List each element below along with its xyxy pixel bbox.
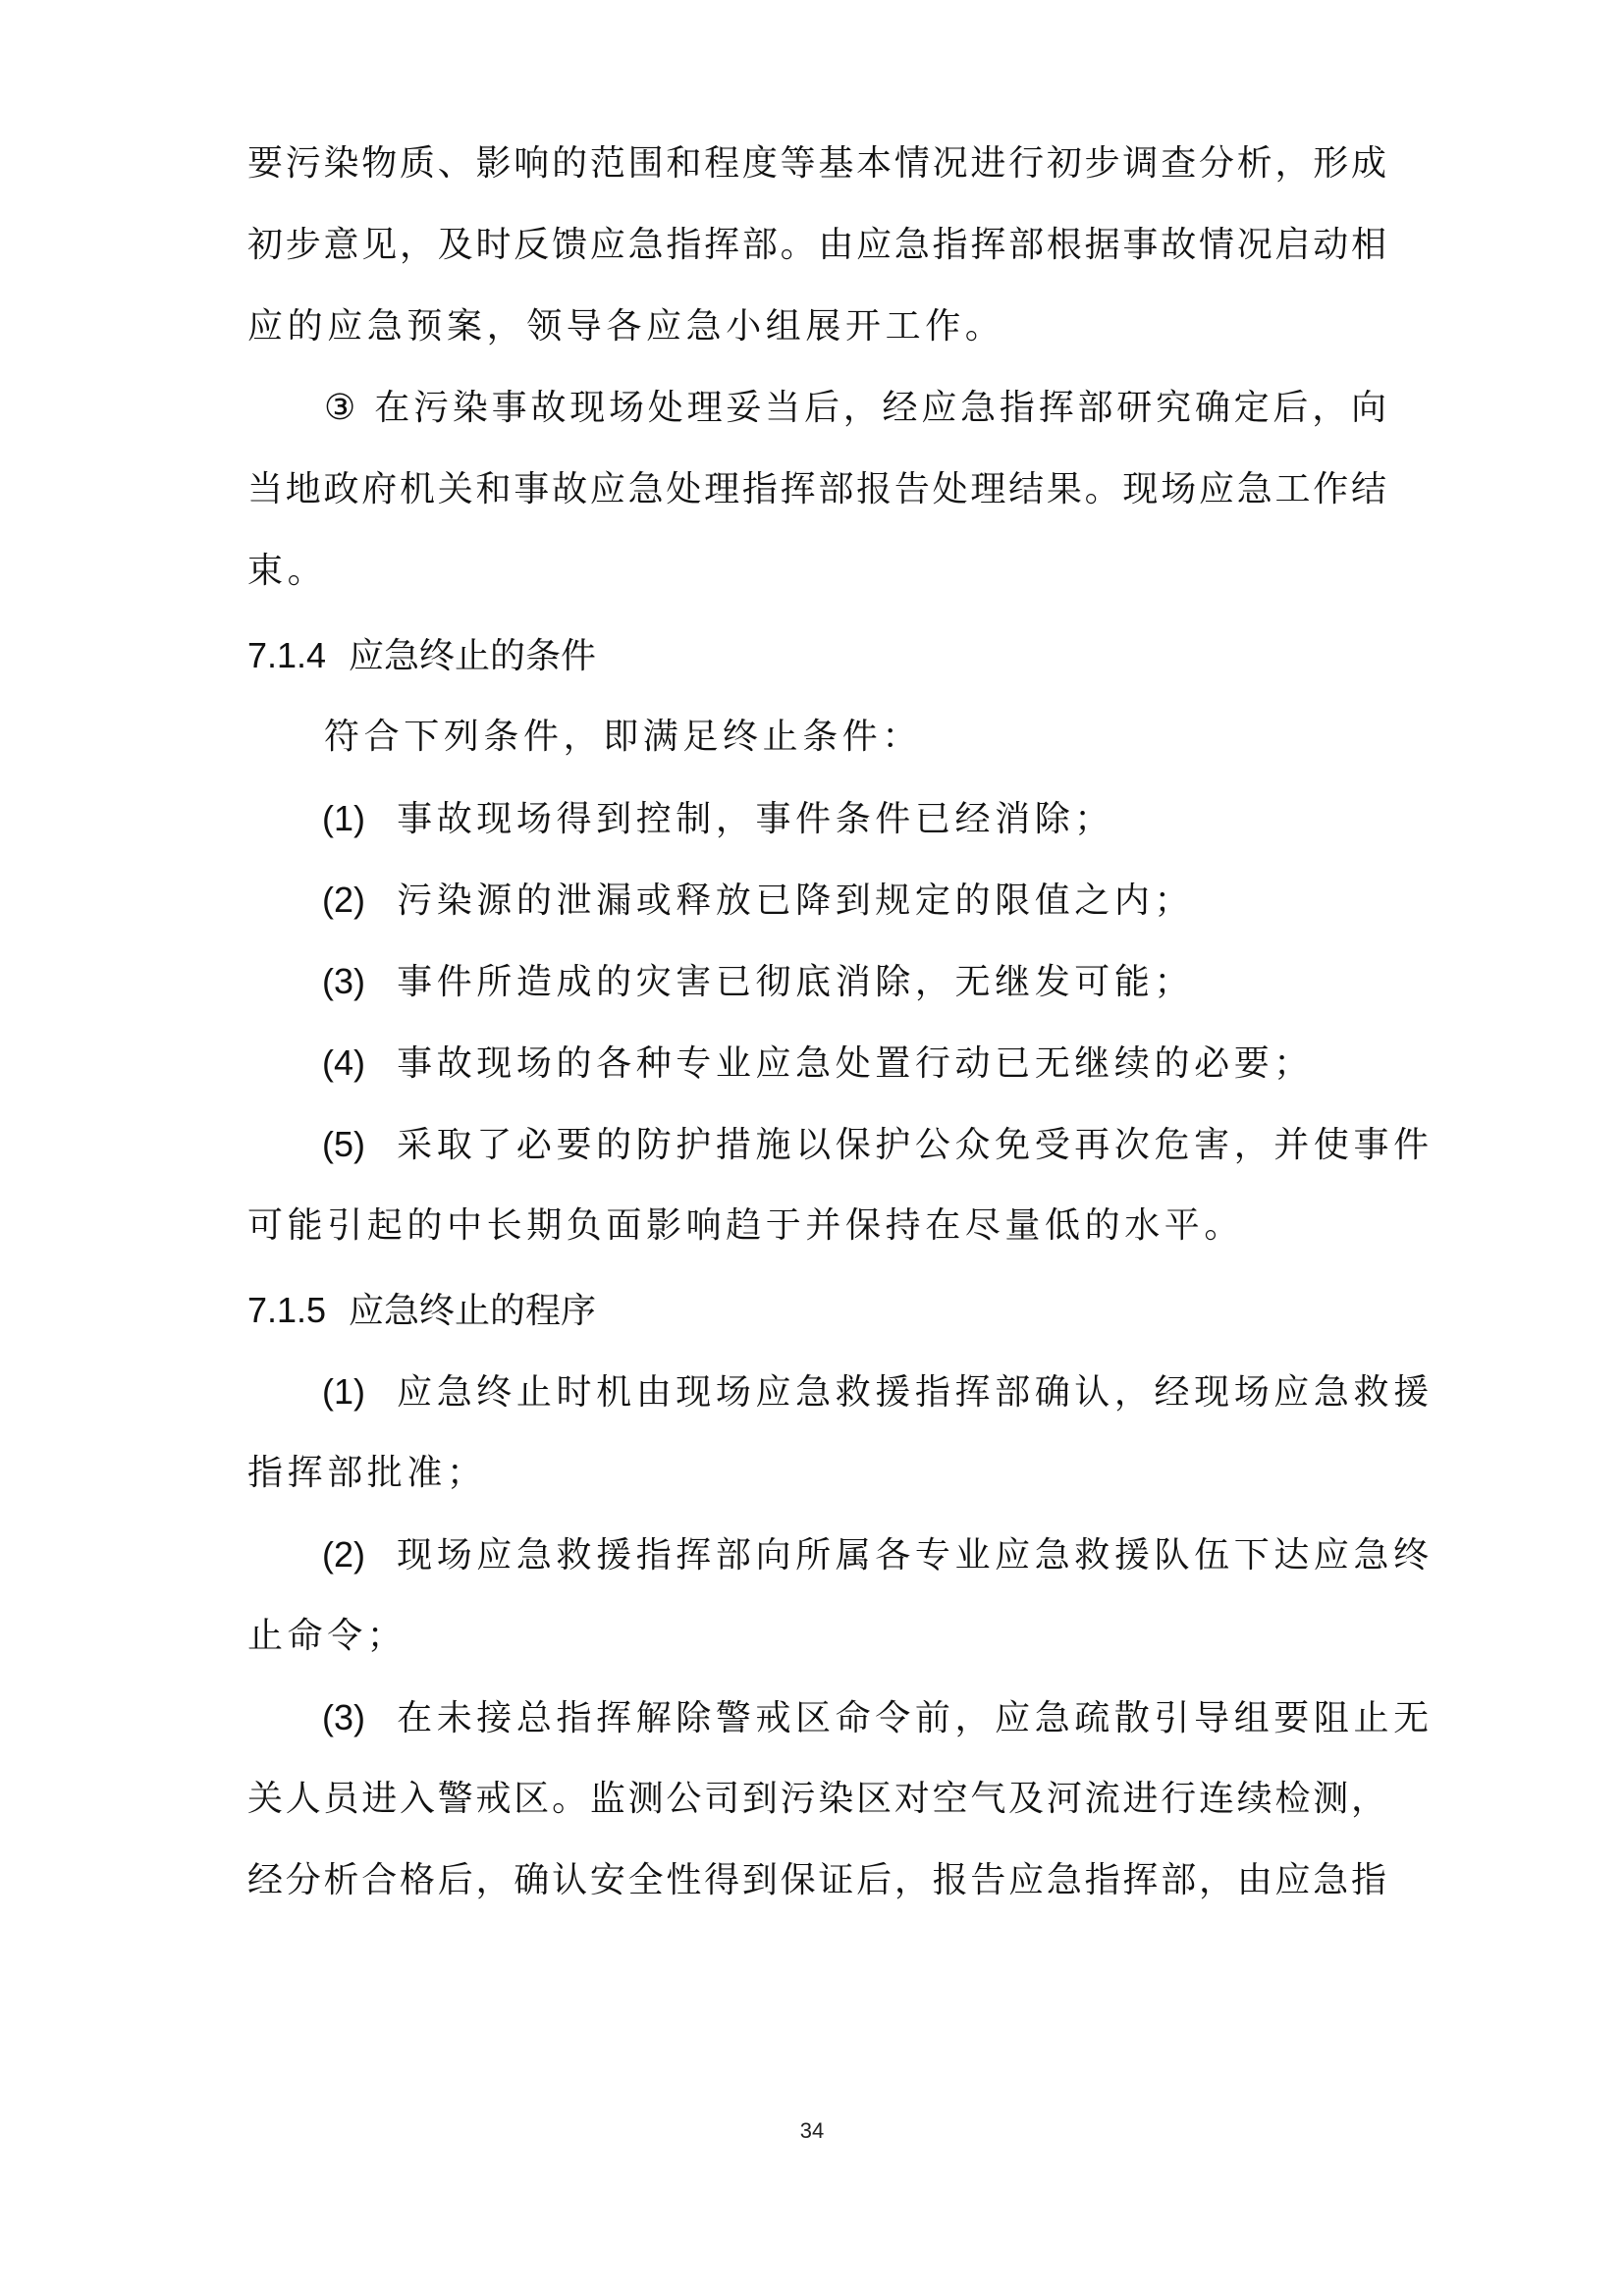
list-item	[322, 1370, 1461, 1415]
item-text: 事故现场的各种专业应急处置行动已无继续的必要；	[397, 1043, 1314, 1084]
section-heading-7-1-5	[247, 1289, 1386, 1333]
list-item-continuation: 经分析合格后，确认安全性得到保证后，报告应急指挥部，由应急指	[247, 1860, 1386, 1900]
item-number: (2)	[322, 880, 365, 920]
item-number: (3)	[322, 961, 365, 1001]
item-text: 事故现场得到控制，事件条件已经消除；	[397, 799, 1114, 839]
section-number: 7.1.5	[247, 1290, 327, 1330]
item-number: (3)	[322, 1697, 365, 1737]
section-intro: 符合下列条件，即满足终止条件：	[324, 717, 923, 757]
list-item	[322, 1696, 1461, 1740]
paragraph-line: 束。	[247, 551, 328, 591]
paragraph-line: 当地政府机关和事故应急处理指挥部报告处理结果。现场应急工作结	[247, 469, 1386, 509]
item-number: (4)	[322, 1042, 365, 1083]
list-item-continuation: 指挥部批准；	[247, 1453, 487, 1493]
item-number: (2)	[322, 1534, 365, 1575]
list-item-continuation: 可能引起的中长期负面影响趋于并保持在尽量低的水平。	[247, 1205, 1245, 1246]
list-item	[322, 879, 1461, 923]
list-item	[322, 797, 1461, 841]
list-item	[322, 1123, 1461, 1167]
item-text: 现场应急救援指挥部向所属各专业应急救援队伍下达应急终	[397, 1535, 1434, 1575]
item-text: 在未接总指挥解除警戒区命令前，应急疏散引导组要阻止无	[397, 1698, 1434, 1738]
list-item	[322, 960, 1461, 1004]
list-item-continuation: 止命令；	[247, 1616, 407, 1656]
section-title: 应急终止的程序	[348, 1291, 596, 1331]
item-text: 事件所造成的灾害已彻底消除，无继发可能；	[397, 962, 1195, 1002]
list-item	[322, 1041, 1461, 1086]
paragraph-line: 要污染物质、影响的范围和程度等基本情况进行初步调查分析，形成	[247, 143, 1386, 184]
paragraph-line: 初步意见，及时反馈应急指挥部。由应急指挥部根据事故情况启动相	[247, 225, 1386, 265]
item-number: (1)	[322, 798, 365, 838]
item-number: (1)	[322, 1371, 365, 1412]
item-text: 采取了必要的防护措施以保护公众免受再次危害，并使事件	[397, 1125, 1434, 1165]
page-number: 34	[799, 2118, 825, 2143]
section-title: 应急终止的条件	[348, 636, 596, 676]
section-heading-7-1-4	[247, 634, 1386, 678]
list-item	[322, 1533, 1461, 1577]
item-text: 污染源的泄漏或释放已降到规定的限值之内；	[397, 881, 1195, 921]
paragraph-line: ③ 在污染事故现场处理妥当后，经应急指挥部研究确定后，向	[324, 388, 1386, 428]
item-text: 应急终止时机由现场应急救援指挥部确认，经现场应急救援	[397, 1372, 1434, 1413]
list-item-continuation: 关人员进入警戒区。监测公司到污染区对空气及河流进行连续检测，	[247, 1779, 1386, 1819]
section-number: 7.1.4	[247, 635, 327, 675]
paragraph-line: 应的应急预案，领导各应急小组展开工作。	[247, 306, 1005, 347]
item-number: (5)	[322, 1124, 365, 1164]
